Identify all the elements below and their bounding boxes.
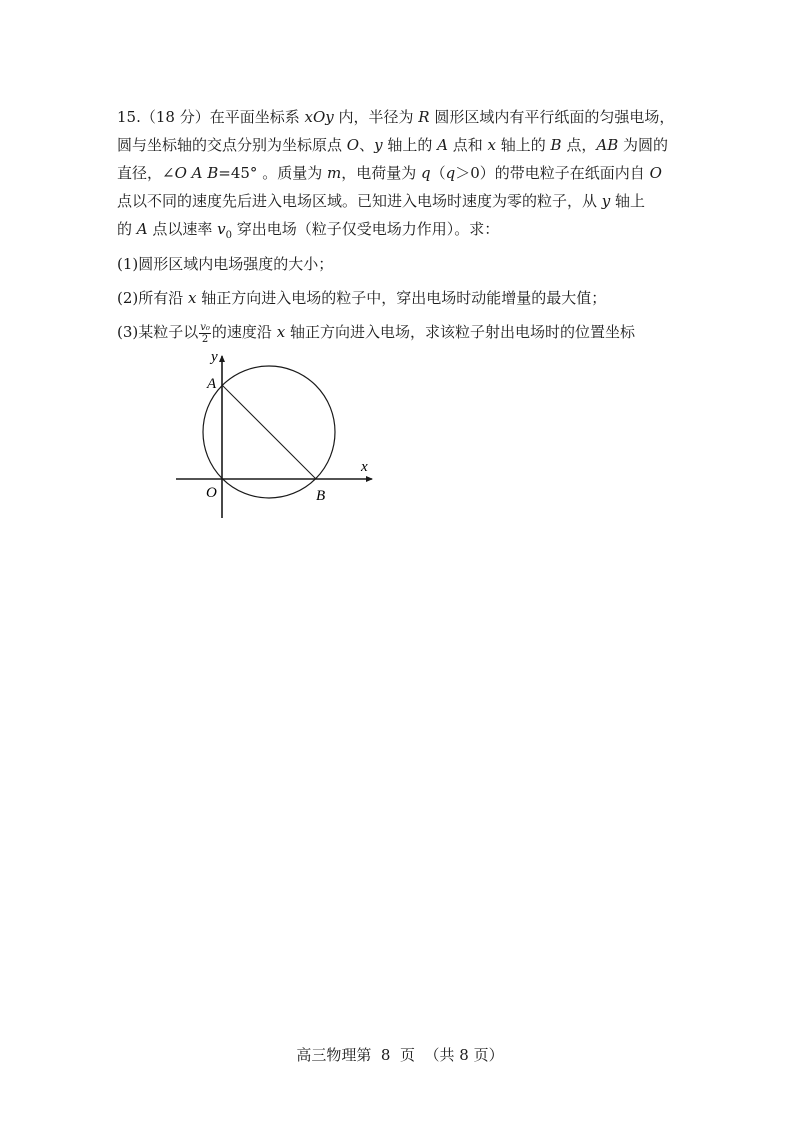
question-2-text: 轴正方向进入电场的粒子中，穿出电场时动能增量的最大值； bbox=[196, 289, 607, 307]
var-m: m bbox=[326, 164, 342, 182]
var-q: q bbox=[445, 164, 456, 182]
question-3-text: 的速度沿 bbox=[211, 323, 277, 341]
var-o: O bbox=[346, 136, 360, 154]
stem-text: 轴上的 bbox=[496, 136, 551, 154]
footer-total: （共 8 页） bbox=[424, 1046, 504, 1064]
page-footer bbox=[0, 1044, 800, 1065]
label-b: B bbox=[316, 488, 326, 504]
coordinate-diagram bbox=[160, 340, 400, 525]
stem-text: 、 bbox=[359, 136, 375, 154]
var-b: B bbox=[550, 136, 562, 154]
diameter-ab bbox=[222, 385, 316, 479]
label-o: O bbox=[206, 485, 217, 501]
var-ab: AB bbox=[596, 136, 619, 154]
problem-points: （18 分） bbox=[140, 108, 210, 126]
var-x: x bbox=[487, 136, 496, 154]
footer-page: 高三物理第 8 页 bbox=[296, 1046, 415, 1064]
stem-text: 穿出电场（粒子仅受电场力作用）。求： bbox=[232, 220, 500, 238]
stem-text: 轴上 bbox=[610, 192, 646, 210]
stem-text: 直径，∠ bbox=[117, 164, 175, 182]
var-y: y bbox=[374, 136, 383, 154]
problem-number: 15. bbox=[117, 108, 141, 126]
var-x: x bbox=[188, 289, 197, 307]
var-v0-subscript: 0 bbox=[225, 230, 233, 241]
var-oab: O A B bbox=[174, 164, 219, 182]
stem-text: ＞0）的带电粒子在纸面内自 bbox=[455, 164, 650, 182]
problem-15 bbox=[117, 103, 677, 346]
stem-text: 圆形区域内有平行纸面的匀强电场， bbox=[429, 108, 675, 126]
stem-text: ，电荷量为 bbox=[341, 164, 421, 182]
label-y: y bbox=[211, 349, 218, 365]
var-xoy: xOy bbox=[304, 108, 334, 126]
stem-text: =45° 。质量为 bbox=[218, 164, 327, 182]
stem-text: 在平面坐标系 bbox=[209, 108, 305, 126]
stem-text: （ bbox=[430, 164, 446, 182]
var-x: x bbox=[276, 323, 286, 341]
var-v0: v bbox=[217, 220, 226, 238]
var-q: q bbox=[421, 164, 431, 182]
label-x: x bbox=[361, 459, 368, 475]
problem-line-1 bbox=[117, 103, 677, 131]
problem-line-5 bbox=[117, 215, 677, 250]
stem-text: 圆与坐标轴的交点分别为坐标原点 bbox=[117, 136, 347, 154]
var-y: y bbox=[601, 192, 611, 210]
question-1-text: (1)圆形区域内电场强度的大小； bbox=[117, 255, 334, 273]
fraction-numerator: v₀ bbox=[200, 321, 210, 333]
stem-text: 点以速率 bbox=[147, 220, 218, 238]
stem-text: 点以不同的速度先后进入电场区域。已知进入电场时速度为零的粒子，从 bbox=[117, 192, 602, 210]
problem-line-2 bbox=[117, 131, 677, 159]
stem-text: 的 bbox=[117, 220, 137, 238]
stem-text: 为圆的 bbox=[618, 136, 668, 154]
stem-text: 点和 bbox=[447, 136, 488, 154]
stem-text: 轴上的 bbox=[382, 136, 438, 154]
var-o: O bbox=[649, 164, 662, 182]
question-3-text: 轴正方向进入电场，求该粒子射出电场时的位置坐标 bbox=[285, 323, 635, 341]
var-r: R bbox=[418, 108, 430, 126]
fraction-denominator: 2 bbox=[201, 333, 209, 345]
problem-line-3 bbox=[117, 159, 677, 187]
var-a: A bbox=[136, 220, 148, 238]
problem-line-4 bbox=[117, 187, 677, 215]
stem-text: 点， bbox=[561, 136, 597, 154]
question-2-text: (2)所有沿 bbox=[117, 289, 189, 307]
question-1 bbox=[117, 250, 677, 278]
var-a: A bbox=[437, 136, 448, 154]
question-2 bbox=[117, 284, 677, 312]
label-a: A bbox=[207, 376, 217, 392]
stem-text: 内，半径为 bbox=[333, 108, 419, 126]
question-3-text: (3)某粒子以 bbox=[117, 323, 199, 341]
